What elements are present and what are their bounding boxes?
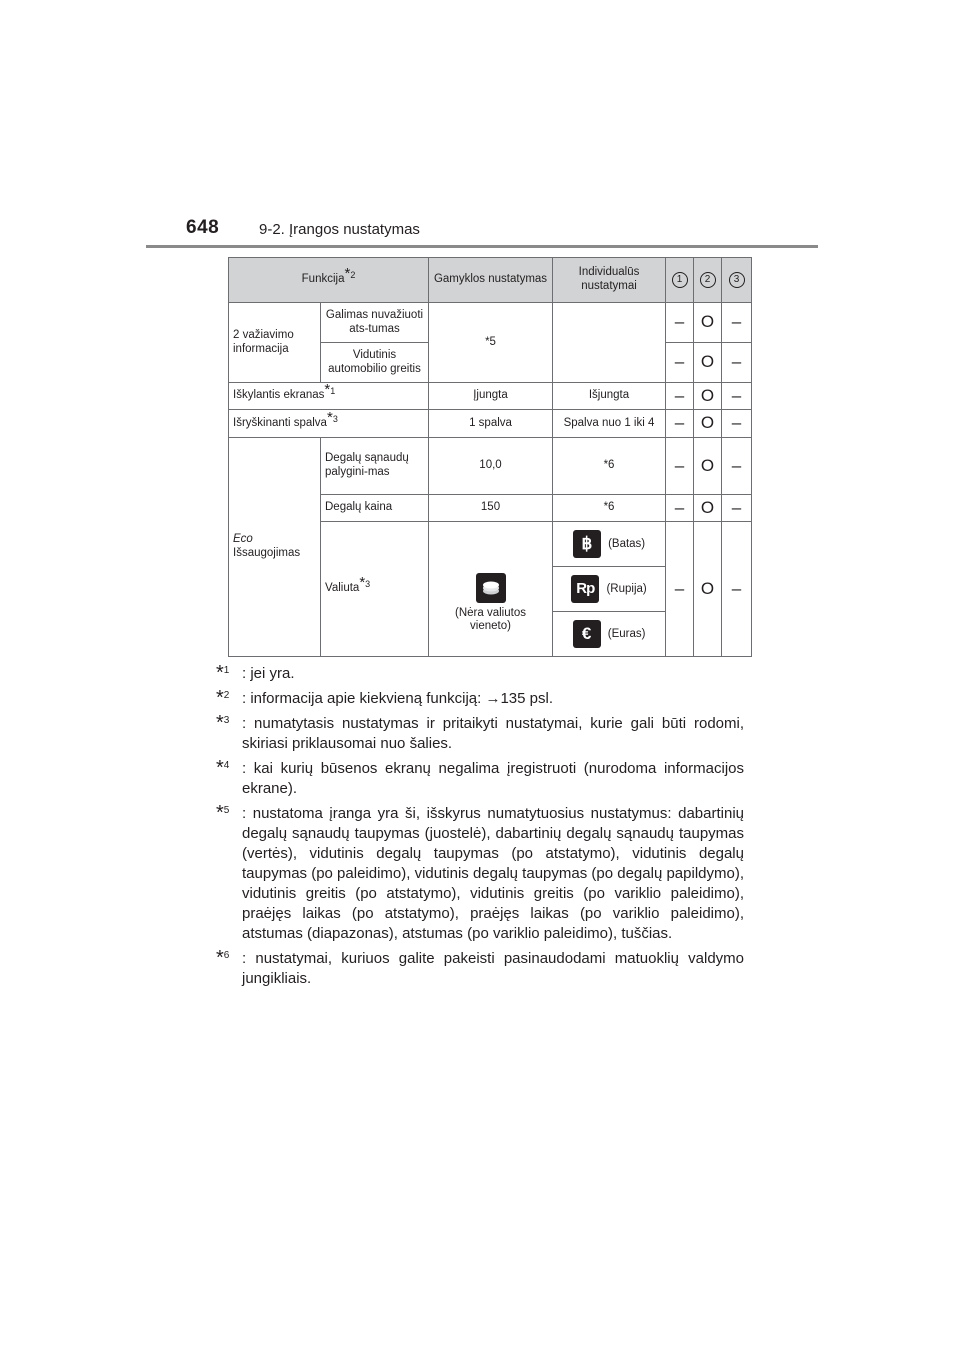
footnote-1-mark (216, 661, 229, 685)
hud-mark2: O (694, 383, 722, 410)
highlight-factory: 1 spalva (429, 410, 553, 437)
footnote-2 (216, 689, 744, 709)
footnote-5-text: : nustatoma įranga yra ši, išskyrus numatytuosius nustatymus: dabartinių degalų sąnaudų taupymas (juostelė), dabartinių degalų sąnaudų taupymas (vertės), vidutinis degalų taupymas (po atstatymo), vidutinis degalų taupymas (po paleidimo), vidutinis degalų taupymas (po degalų papildymo), vidutinis greitis (po atstatymo), vidutinis greitis (po variklio paleidimo), praėjęs laikas (po atstatymo), praėjęs laikas (po variklio paleidimo), atstumas (diapazonas), atstumas (po variklio paleidimo), tuščias. (242, 805, 744, 942)
footnote-6-mark (216, 946, 229, 970)
header-col3 (722, 258, 752, 303)
drive-info-mark3: – (722, 303, 752, 343)
footnote-4-star: * (216, 757, 224, 779)
highlight-label: Išryškinanti spalva (233, 416, 327, 429)
header-function-note: 2 (350, 270, 356, 281)
highlight-note: 3 (332, 413, 338, 424)
drive-info-mark2: O (694, 303, 722, 343)
header-custom: Individualūs nustatymai (553, 258, 666, 303)
header-divider (146, 245, 818, 248)
hud-label: Iškylantis ekranas (233, 389, 325, 402)
currency-mark3: – (722, 522, 752, 657)
drive-info-mark2b: O (694, 343, 722, 383)
fuel-compare-mark3: – (722, 437, 752, 494)
footnote-2-num: 2 (223, 690, 230, 701)
circled-number-1: 1 (672, 272, 688, 288)
footnote-2-star: * (216, 687, 224, 709)
hud-label-cell (229, 383, 429, 410)
no-currency-icon (476, 573, 506, 603)
highlight-custom: Spalva nuo 1 iki 4 (553, 410, 666, 437)
drive-info-custom-empty (553, 303, 666, 383)
rupiah-icon: Rp (571, 575, 599, 603)
currency-option-rupiah (553, 567, 666, 612)
currency-mark1: – (666, 522, 694, 657)
fuel-compare-custom: *6 (553, 437, 666, 494)
highlight-mark1: – (666, 410, 694, 437)
footnote-1-num: 1 (223, 665, 230, 676)
footnote-2-text: : informacija apie kiekvieną funkciją: →135 psl. (242, 690, 553, 707)
footnote-6-star: * (216, 947, 224, 969)
hud-factory: Įjungta (429, 383, 553, 410)
table-header-row (229, 258, 752, 303)
eco-label-italic: Eco (233, 533, 253, 546)
drive-info-factory: *5 (429, 303, 553, 383)
currency-note: 3 (365, 579, 371, 590)
baht-icon: ฿ (573, 530, 601, 558)
footnote-4-mark (216, 756, 229, 780)
fuel-compare-factory: 10,0 (429, 437, 553, 494)
fuel-compare-mark2: O (694, 437, 722, 494)
header-col1 (666, 258, 694, 303)
footnote-5-num: 5 (223, 805, 230, 816)
currency-label: Valiuta (325, 582, 360, 595)
fuel-price-custom: *6 (553, 494, 666, 521)
fuel-price-label: Degalų kaina (321, 494, 429, 521)
header-function-label: Funkcija (301, 273, 345, 286)
drive-info-mark1b: – (666, 343, 694, 383)
fuel-price-mark3: – (722, 494, 752, 521)
circled-number-2: 2 (700, 272, 716, 288)
coins-icon (476, 573, 506, 603)
fuel-price-factory: 150 (429, 494, 553, 521)
drive-info-label: 2 važiavimo informacija (229, 303, 321, 383)
footnote-5 (216, 804, 744, 944)
footnote-3-star: * (216, 712, 224, 734)
footnote-6 (216, 949, 744, 989)
currency-option-baht (553, 522, 666, 567)
drive-info-mark3b: – (722, 343, 752, 383)
fuel-price-mark1: – (666, 494, 694, 521)
drive-info-sub1: Galimas nuvažiuoti ats-tumas (321, 303, 429, 343)
footnote-3-num: 3 (223, 715, 230, 726)
header-function-star: * (344, 265, 351, 283)
header-function (229, 258, 429, 303)
highlight-mark2: O (694, 410, 722, 437)
currency-option-euro-label: (Euras) (607, 628, 646, 641)
footnote-1-text: : jei yra. (242, 665, 295, 682)
table-row (229, 437, 752, 494)
currency-label-cell (321, 522, 429, 657)
currency-factory-cell (429, 522, 553, 657)
eco-label: Išsaugojimas (233, 546, 301, 559)
settings-table (228, 257, 752, 657)
footnote-4-num: 4 (223, 760, 230, 771)
euro-icon: € (573, 620, 601, 648)
hud-mark1: – (666, 383, 694, 410)
highlight-star: * (326, 408, 333, 426)
footnotes (216, 664, 744, 994)
footnote-5-star: * (216, 802, 224, 824)
currency-option-baht-label: (Batas) (608, 538, 646, 551)
page-number: 648 (186, 217, 220, 238)
table-row (229, 410, 752, 437)
header-col2 (694, 258, 722, 303)
footnote-2-mark (216, 686, 229, 710)
hud-mark3: – (722, 383, 752, 410)
footnote-3-mark (216, 711, 229, 735)
hud-star: * (324, 381, 331, 399)
fuel-compare-mark1: – (666, 437, 694, 494)
section-title: 9-2. Įrangos nustatymas (259, 221, 420, 238)
currency-mark2: O (694, 522, 722, 657)
circled-number-3: 3 (729, 272, 745, 288)
table-row (229, 383, 752, 410)
currency-option-euro (553, 612, 666, 657)
highlight-mark3: – (722, 410, 752, 437)
currency-star: * (359, 574, 366, 592)
hud-custom: Išjungta (553, 383, 666, 410)
currency-factory: (Nėra valiutos vieneto) (455, 606, 526, 633)
footnote-3-text: : numatytasis nustatymas ir pritaikyti nustatymai, kurie gali būti rodomi, skiriasi priklausomai nuo šalies. (242, 715, 744, 752)
footnote-6-text: : nustatymai, kuriuos galite pakeisti pasinaudodami matuoklių valdymo jungikliais. (242, 950, 744, 987)
eco-label-cell (229, 437, 321, 656)
table-row (229, 303, 752, 343)
highlight-label-cell (229, 410, 429, 437)
drive-info-mark1: – (666, 303, 694, 343)
footnote-1-star: * (216, 662, 224, 684)
footnote-5-mark (216, 801, 229, 825)
footnote-6-num: 6 (223, 950, 230, 961)
fuel-compare-label: Degalų sąnaudų palygini-mas (321, 437, 429, 494)
footnote-4 (216, 759, 744, 799)
drive-info-sub2: Vidutinis automobilio greitis (321, 343, 429, 383)
footnote-4-text: : kai kurių būsenos ekranų negalima įregistruoti (nurodoma informacijos ekrane). (242, 760, 744, 797)
header-factory: Gamyklos nustatymas (429, 258, 553, 303)
footnote-1 (216, 664, 744, 684)
footnote-3 (216, 714, 744, 754)
fuel-price-mark2: O (694, 494, 722, 521)
currency-option-rupiah-label: (Rupija) (606, 583, 647, 596)
hud-note: 1 (330, 386, 336, 397)
